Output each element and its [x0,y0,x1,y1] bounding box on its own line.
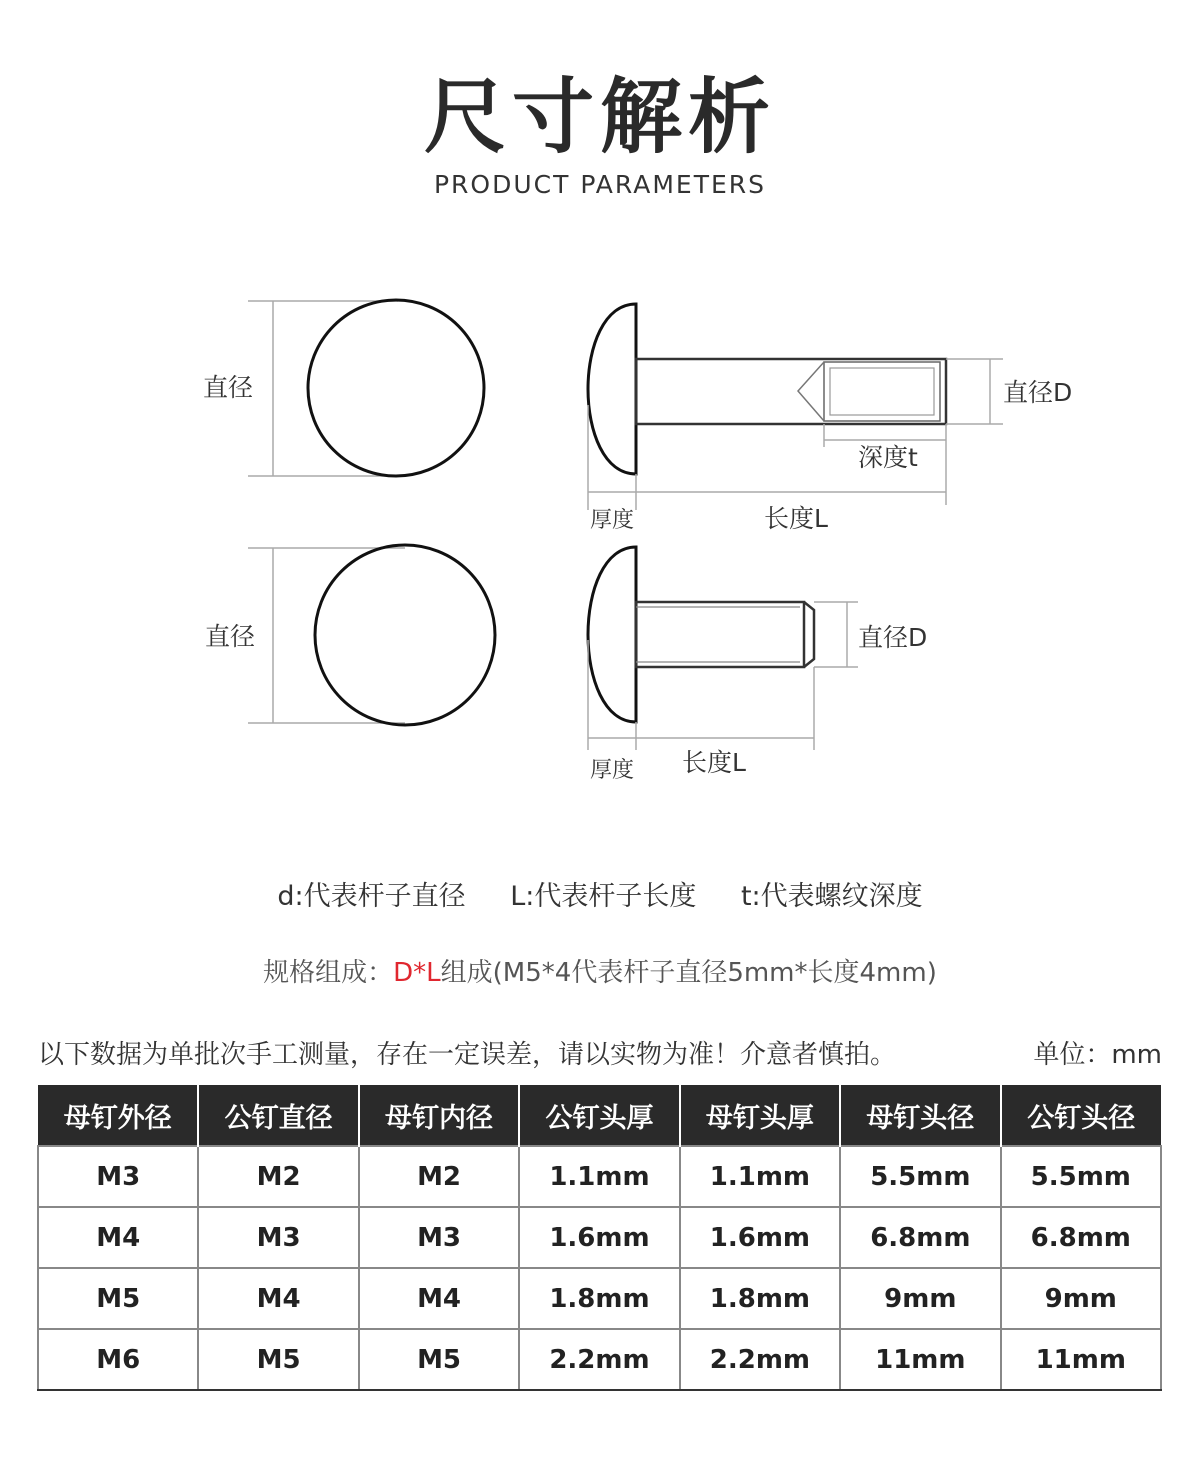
head-circle [315,545,495,725]
rivet-shaft [636,359,946,424]
table-cell: M2 [359,1146,519,1207]
page-title: 尺寸解析 [423,70,776,165]
spec-format [0,952,1200,989]
table-cell: M5 [359,1329,519,1390]
length-label: 长度L [764,504,828,533]
table-cell: 1.8mm [680,1268,840,1329]
table-row [38,1146,1161,1207]
diameter-label: 直径 [202,373,254,402]
table-cell: M4 [198,1268,358,1329]
table-cell: 9mm [840,1268,1000,1329]
length-label: 长度L [682,748,746,777]
table-header-cell: 公钉直径 [198,1085,358,1146]
table-cell: 6.8mm [1001,1207,1161,1268]
table-cell: M4 [359,1268,519,1329]
bottom-screw-side-view [588,547,927,783]
shaft-diameter-label: 直径D [1003,378,1073,407]
top-head-circle-view [203,300,484,476]
table-cell: M5 [38,1268,198,1329]
table-cell: M5 [198,1329,358,1390]
shaft-diameter-label: 直径D [858,623,928,652]
table-row [38,1329,1161,1390]
bottom-head-circle-view [205,545,495,725]
table-cell: 1.6mm [519,1207,679,1268]
table-header-cell: 公钉头径 [1001,1085,1161,1146]
screw-head [588,547,636,722]
table-cell: 1.1mm [519,1146,679,1207]
depth-label: 深度t [858,443,918,472]
table-cell: 11mm [840,1329,1000,1390]
screw-shaft [636,602,804,667]
table-row [38,1207,1161,1268]
spec-suffix: 组成(M5*4代表杆子直径5mm*长度4mm) [440,958,937,988]
table-header-cell: 公钉头厚 [519,1085,679,1146]
screw-tip [804,602,814,667]
table-header-row [38,1085,1161,1146]
table-cell: 9mm [1001,1268,1161,1329]
legend-t: t:代表螺纹深度 [740,881,923,912]
legend-l: L:代表杆子长度 [510,881,697,912]
measurement-note [38,1034,1162,1071]
table-cell: 1.6mm [680,1207,840,1268]
rivet-head [588,304,636,474]
dimension-diagram [0,280,1200,800]
note-text: 以下数据为单批次手工测量，存在一定误差，请以实物为准！介意者慎拍。 [38,1040,897,1070]
page-subtitle: PRODUCT PARAMETERS [433,170,767,199]
spec-highlight: D*L [393,958,441,988]
parameter-table [37,1085,1162,1391]
table-cell: M4 [38,1207,198,1268]
table-cell: 1.1mm [680,1146,840,1207]
table-header-cell: 母钉头厚 [680,1085,840,1146]
table-header-cell: 母钉头径 [840,1085,1000,1146]
table-cell: 6.8mm [840,1207,1000,1268]
table-cell: 11mm [1001,1329,1161,1390]
thread-bore [824,362,940,421]
table-cell: 2.2mm [519,1329,679,1390]
table-cell: 1.8mm [519,1268,679,1329]
table-cell: 5.5mm [840,1146,1000,1207]
table-header-cell: 母钉外径 [38,1085,198,1146]
legend-d: d:代表杆子直径 [277,881,466,912]
table-header-cell: 母钉内径 [359,1085,519,1146]
bore-tip [798,362,824,421]
thickness-label: 厚度 [589,508,635,533]
table-cell: M2 [198,1146,358,1207]
table-cell: M3 [359,1207,519,1268]
unit-text: 单位：mm [1033,1040,1162,1070]
table-row [38,1268,1161,1329]
spec-prefix: 规格组成： [263,958,394,988]
thickness-label: 厚度 [589,758,635,783]
table-cell: M3 [198,1207,358,1268]
table-cell: 2.2mm [680,1329,840,1390]
table-cell: 5.5mm [1001,1146,1161,1207]
table-cell: M3 [38,1146,198,1207]
diameter-label: 直径 [204,622,256,651]
dimension-legend [0,874,1200,913]
top-rivet-side-view [588,304,1072,533]
head-circle [308,300,484,476]
thread-bore [830,368,934,415]
table-cell: M6 [38,1329,198,1390]
